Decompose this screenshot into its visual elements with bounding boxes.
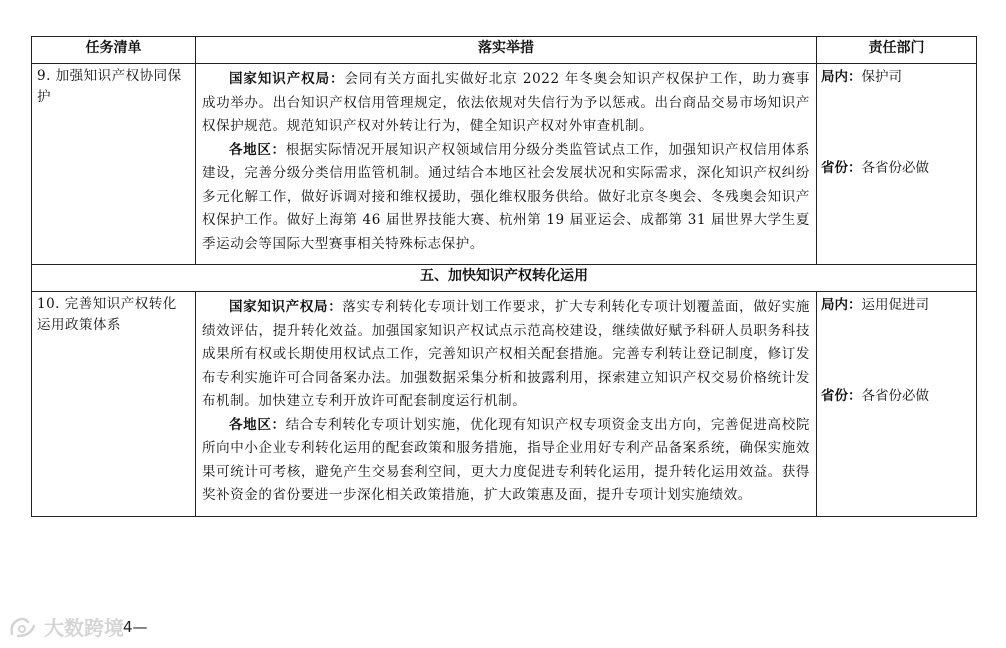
measure-paragraph bbox=[202, 139, 810, 257]
table-header-row bbox=[32, 37, 977, 64]
section-row bbox=[32, 265, 977, 292]
page-number: 4— bbox=[123, 618, 148, 636]
paragraph-text: 根据实际情况开展知识产权领域信用分级分类监管试点工作，加强知识产权信用体系建设，完善分级分类信用监管机制。通过结合本地区社会发展状况和实际需求，深化知识产权纠纷多元化解工作，做好诉调对接和维权援助，强化维权服务供给。做好北京冬奥会、冬残奥会知识产权保护工作。做好上海第 46 届世界技能大赛、杭州第 19 届亚运会、成都第 31 届世界大学生夏季运动会等国际大型赛事相关特殊标志保护。 bbox=[202, 141, 811, 252]
header-dept: 责任部门 bbox=[817, 37, 977, 64]
section-title: 五、加快知识产权转化运用 bbox=[32, 265, 977, 292]
dept-value: 保护司 bbox=[861, 69, 902, 85]
dept-key: 省份： bbox=[821, 160, 862, 176]
task-table bbox=[31, 36, 977, 517]
dept-line-province bbox=[821, 386, 929, 406]
table-row bbox=[32, 292, 977, 517]
measure-paragraph bbox=[202, 414, 810, 508]
dept-cell bbox=[817, 64, 977, 265]
measure-cell bbox=[196, 64, 817, 265]
paragraph-lead: 各地区： bbox=[229, 141, 286, 158]
dept-line-bureau bbox=[821, 67, 902, 87]
dept-cell bbox=[817, 292, 977, 517]
paragraph-text: 落实专利转化专项计划工作要求，扩大专利转化专项计划覆盖面，做好实施绩效评估，提升转化效益。加强国家知识产权试点示范高校建设，继续做好赋予科研人员职务科技成果所有权或长期使用权试点工作，完善知识产权相关配套措施。完善专利转让登记制度，修订发布专利实施许可合同备案办法。加强数据采集分析和披露利用，探索建立知识产权交易价格统计发布机制。加快建立专利开放许可配套制度运行机制。 bbox=[202, 299, 810, 409]
watermark bbox=[8, 612, 124, 641]
task-cell: 9. 加强知识产权协同保护 bbox=[32, 64, 196, 265]
watermark-logo-icon bbox=[8, 614, 38, 640]
dept-line-bureau bbox=[821, 295, 929, 315]
measure-cell bbox=[196, 292, 817, 517]
dept-key: 省份： bbox=[821, 388, 862, 404]
dept-value: 各省份必做 bbox=[861, 388, 929, 404]
measure-paragraph bbox=[202, 68, 810, 139]
header-measure: 落实举措 bbox=[196, 37, 817, 64]
paragraph-lead: 国家知识产权局： bbox=[229, 299, 343, 315]
task-table-sheet bbox=[31, 36, 976, 517]
paragraph-lead: 国家知识产权局： bbox=[229, 71, 345, 87]
paragraph-text: 结合专利转化专项计划实施，优化现有知识产权专项资金支出方向，完善促进高校院所向中小企业专利转化运用的配套政策和服务措施，指导企业用好专利产品备案系统，确保实施效果可统计可考核，避免产生交易套利空间，更大力度促进专利转化运用，提升转化运用效益。获得奖补资金的省份要进一步深化相关政策措施，扩大政策惠及面，提升专项计划实施绩效。 bbox=[202, 416, 811, 503]
dept-value: 运用促进司 bbox=[861, 297, 929, 313]
table-row bbox=[32, 64, 977, 265]
dept-key: 局内： bbox=[821, 69, 862, 85]
watermark-text: 大数跨境 bbox=[44, 616, 124, 640]
paragraph-lead: 各地区： bbox=[229, 416, 286, 433]
header-task: 任务清单 bbox=[32, 37, 196, 64]
paragraph-text: 会同有关方面扎实做好北京 2022 年冬奥会知识产权保护工作，助力赛事成功举办。出台知识产权信用管理规定，依法依规对失信行为予以惩戒。出台商品交易市场知识产权保护规范。规范知识产权对外转让行为，健全知识产权对外审查机制。 bbox=[202, 71, 810, 134]
dept-key: 局内： bbox=[821, 297, 862, 313]
dept-line-province bbox=[821, 158, 929, 178]
task-cell: 10. 完善知识产权转化运用政策体系 bbox=[32, 292, 196, 517]
dept-value: 各省份必做 bbox=[861, 160, 929, 176]
measure-paragraph bbox=[202, 296, 810, 414]
